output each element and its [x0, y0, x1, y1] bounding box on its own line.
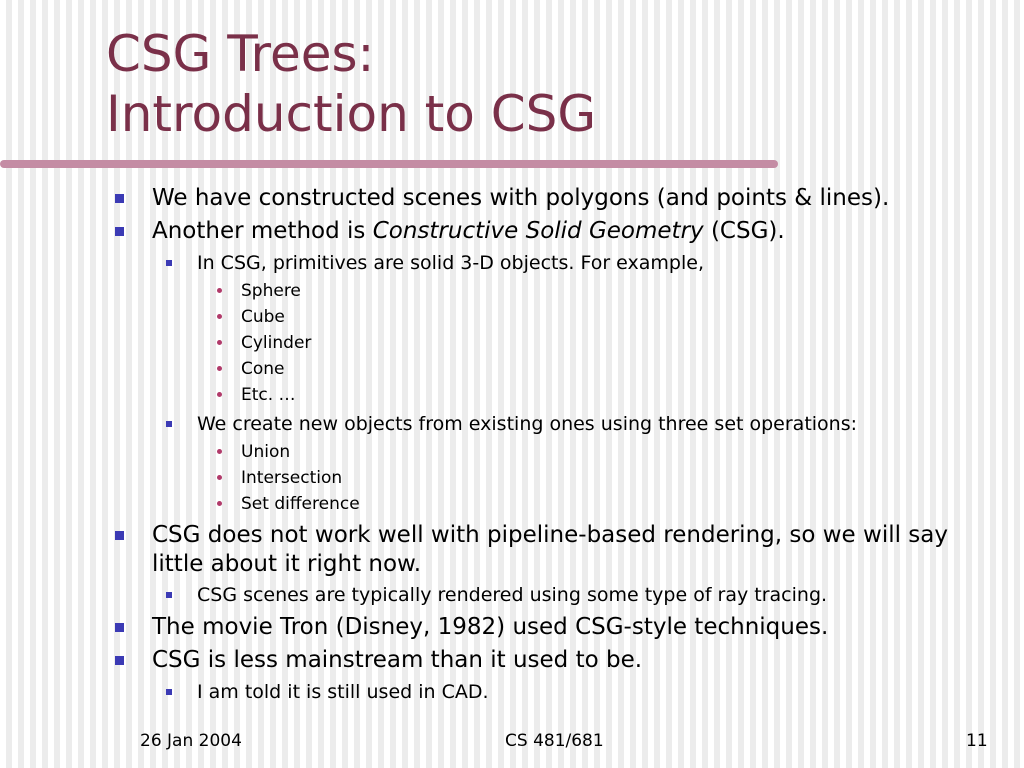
bullet-2-sub-2-text: We create new objects from existing ones using three set operations:	[197, 413, 858, 435]
bullet-5	[152, 646, 642, 675]
list-item	[241, 467, 342, 489]
bullet-2-emphasis: Constructive Solid Geometry	[372, 218, 704, 244]
bullet-2-sub-1-text: In CSG, primitives are solid 3-D objects. For example,	[197, 252, 704, 274]
bullet-5-text: CSG is less mainstream than it used to be.	[152, 647, 643, 673]
bullet-2-text-post: (CSG).	[703, 218, 785, 244]
list-item	[241, 441, 290, 463]
list-item	[241, 493, 360, 515]
bullet-3	[152, 521, 1002, 579]
list-item	[241, 358, 285, 380]
bullet-3-sub-1	[197, 583, 827, 607]
square-bullet-icon	[166, 260, 172, 266]
dot-bullet-icon	[217, 340, 222, 345]
footer-page-number: 11	[966, 731, 988, 751]
square-bullet-icon	[115, 656, 124, 665]
footer-date: 26 Jan 2004	[140, 731, 242, 751]
bullet-3-text: CSG does not work well with pipeline-based rendering, so we will say little about it right now.	[152, 522, 948, 577]
bullet-5-sub-1	[197, 680, 489, 704]
operation-set-difference: Set difference	[241, 494, 360, 514]
bullet-2-sub-1	[197, 251, 704, 275]
square-bullet-icon	[115, 623, 124, 632]
primitive-cone: Cone	[241, 359, 285, 379]
bullet-2	[152, 217, 785, 246]
square-bullet-icon	[115, 227, 124, 236]
dot-bullet-icon	[217, 288, 222, 293]
bullet-5-sub-1-text: I am told it is still used in CAD.	[197, 681, 489, 703]
slide-title-line-2: Introduction to CSG	[106, 85, 597, 143]
square-bullet-icon	[166, 592, 172, 598]
bullet-4-text: The movie Tron (Disney, 1982) used CSG-style techniques.	[152, 614, 829, 640]
primitive-sphere: Sphere	[241, 281, 301, 301]
dot-bullet-icon	[217, 366, 222, 371]
dot-bullet-icon	[217, 449, 222, 454]
bullet-3-sub-1-text: CSG scenes are typically rendered using some type of ray tracing.	[197, 584, 828, 606]
square-bullet-icon	[115, 194, 124, 203]
primitive-etc: Etc. …	[241, 385, 296, 405]
title-divider	[0, 160, 778, 168]
dot-bullet-icon	[217, 501, 222, 506]
square-bullet-icon	[166, 689, 172, 695]
square-bullet-icon	[115, 531, 124, 540]
bullet-4	[152, 613, 828, 642]
bullet-1	[152, 184, 889, 213]
bullet-2-text-pre: Another method is	[152, 218, 373, 244]
square-bullet-icon	[166, 421, 172, 427]
list-item	[241, 280, 301, 302]
operation-intersection: Intersection	[241, 468, 343, 488]
dot-bullet-icon	[217, 392, 222, 397]
primitive-cube: Cube	[241, 307, 285, 327]
slide-title	[106, 24, 596, 144]
list-item	[241, 384, 296, 406]
dot-bullet-icon	[217, 475, 222, 480]
bullet-1-text: We have constructed scenes with polygons (and points & lines).	[152, 185, 890, 211]
slide-title-line-1: CSG Trees:	[106, 25, 375, 83]
operation-union: Union	[241, 442, 291, 462]
footer-course: CS 481/681	[505, 731, 604, 751]
list-item	[241, 306, 285, 328]
primitive-cylinder: Cylinder	[241, 333, 312, 353]
bullet-2-sub-2	[197, 412, 857, 436]
list-item	[241, 332, 311, 354]
dot-bullet-icon	[217, 314, 222, 319]
